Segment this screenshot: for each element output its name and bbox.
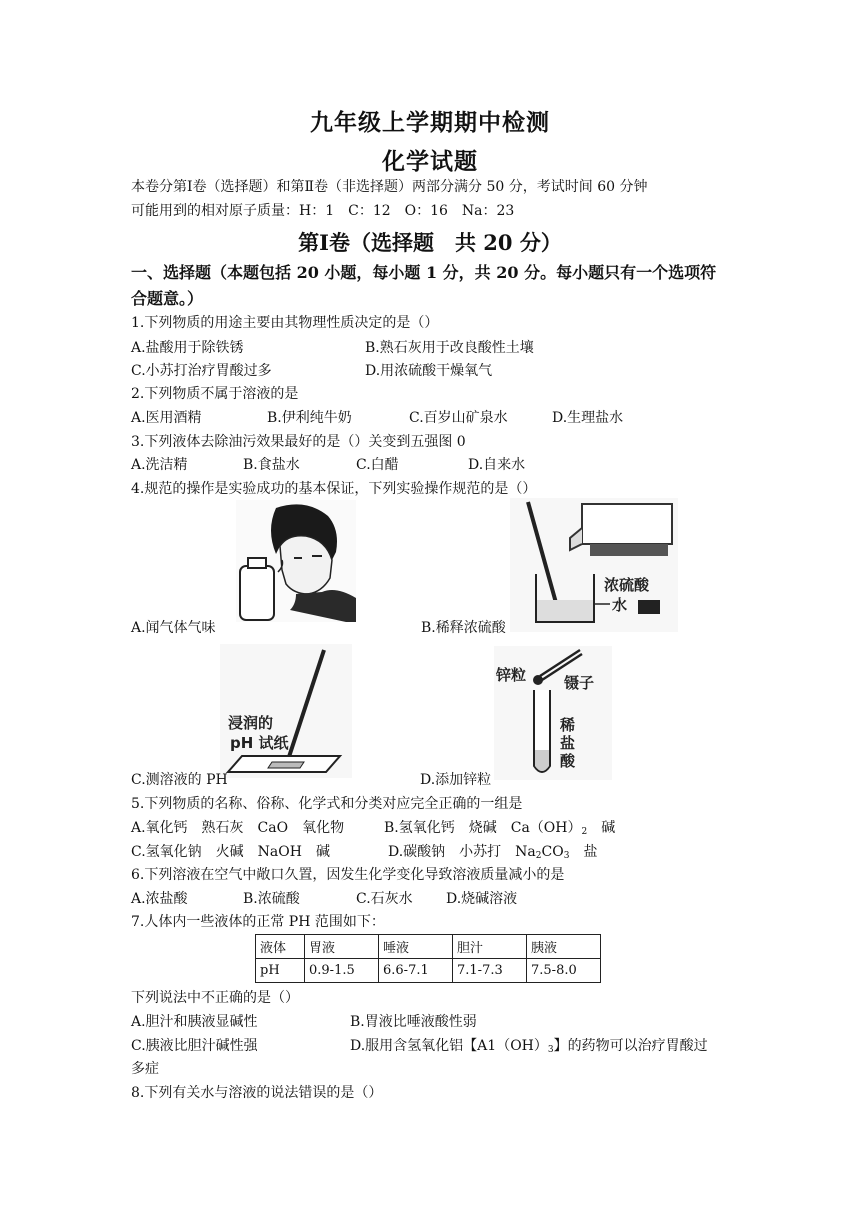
add-zinc-figure (494, 646, 612, 780)
tweezers-label: 镊子 (564, 674, 595, 692)
ph-test-figure (220, 644, 352, 778)
q1-option-d: D.用浓硫酸干燥氧气 (365, 363, 493, 379)
table-row (256, 959, 601, 983)
acid-label-2: 盐 (560, 734, 576, 752)
q7-option-c: C.胰液比胆汁碱性强 (131, 1038, 258, 1054)
table-cell: 7.1-7.3 (453, 959, 527, 983)
acid-label: 浓硫酸 (604, 576, 650, 594)
q3-option-a: A.洗洁精 (131, 457, 188, 473)
ph-label-2: pH 试纸 (230, 734, 289, 752)
q7-option-a: A.胆汁和胰液显碱性 (131, 1014, 258, 1030)
question-3-stem: 3.下列液体去除油污效果最好的是（）关变到五强图 0 (131, 434, 466, 450)
acid-liquid (535, 750, 549, 771)
q6-option-a: A.浓盐酸 (131, 891, 188, 907)
q6-option-c: C.石灰水 (356, 891, 413, 907)
question-6-stem: 6.下列溶液在空气中敞口久置，因发生化学变化导致溶液质量减小的是 (131, 867, 565, 883)
q3-option-b: B.食盐水 (243, 457, 300, 473)
water-label: 水 (612, 596, 628, 614)
intro-line: 本卷分第Ⅰ卷（选择题）和第Ⅱ卷（非选择题）两部分满分 50 分，考试时间 60 分钟 (131, 179, 648, 195)
atomic-mass-line: 可能用到的相对原子质量：H：1 C：12 O：16 Na：23 (131, 203, 515, 219)
q4-option-c: C.测溶液的 PH (131, 772, 228, 788)
q5-option-c: C.氢氧化钠 火碱 NaOH 碱 (131, 844, 330, 860)
bottle-neck (248, 558, 266, 568)
q7-option-d: D.服用含氢氧化铝【$A1(OH)_3$】的药物可以治疗胃酸过 (350, 1038, 708, 1055)
q2-option-d: D.生理盐水 (552, 410, 624, 426)
smell-gas-figure (236, 500, 356, 622)
q2-option-a: A.医用酒精 (131, 410, 202, 426)
table-row (256, 935, 601, 959)
q1-option-b: B.熟石灰用于改良酸性土壤 (365, 340, 534, 356)
q3-option-c: C.白醋 (356, 457, 399, 473)
question-5-stem: 5.下列物质的名称、俗称、化学式和分类对应完全正确的一组是 (131, 796, 523, 812)
bottle-base (590, 544, 668, 556)
question-1-stem: 1.下列物质的用途主要由其物理性质决定的是（） (131, 315, 439, 331)
q7-option-d-continued: 多症 (131, 1061, 159, 1077)
page-title: 九年级上学期期中检测 (310, 109, 550, 136)
q1-option-c: C.小苏打治疗胃酸过多 (131, 363, 272, 379)
table-cell: 液体 (256, 935, 305, 959)
acid-label-3: 酸 (560, 752, 576, 770)
beaker-water (537, 600, 593, 621)
question-8-stem: 8.下列有关水与溶液的说法错误的是（） (131, 1085, 383, 1101)
q2-option-b: B.伊利纯牛奶 (267, 410, 352, 426)
q5-option-b: B.氢氧化钙 烧碱 $Ca(OH)_2$ 碱 (384, 820, 616, 837)
section-title: 第Ⅰ卷（选择题 共 20 分） (298, 230, 562, 255)
table-cell: 胃液 (305, 935, 379, 959)
question-7-ask: 下列说法中不正确的是（） (131, 990, 299, 1006)
q6-option-b: B.浓硫酸 (243, 891, 300, 907)
table-cell: 胆汁 (453, 935, 527, 959)
ph-paper (268, 762, 304, 768)
table-cell: 胰液 (527, 935, 601, 959)
table-cell: 6.6-7.1 (379, 959, 453, 983)
acid-label-1: 稀 (560, 716, 576, 734)
table-cell: 唾液 (379, 935, 453, 959)
reagent-bottle (582, 504, 672, 544)
q4-option-d: D.添加锌粒 (420, 772, 492, 788)
dilute-acid-figure (510, 498, 678, 632)
table-cell: 7.5-8.0 (527, 959, 601, 983)
gas-bottle (240, 566, 274, 620)
q6-option-d: D.烧碱溶液 (446, 891, 518, 907)
q4-option-a: A.闻气体气味 (131, 620, 216, 636)
zinc-granule (533, 675, 543, 685)
page-subtitle: 化学试题 (382, 148, 478, 175)
q5-option-d: D.碳酸钠 小苏打 $Na_2CO_3$ 盐 (388, 844, 598, 861)
table-cell: pH (256, 959, 305, 983)
wood-block (638, 600, 660, 614)
q2-option-c: C.百岁山矿泉水 (409, 410, 508, 426)
section-instructions: 一、选择题（本题包括 20 小题，每小题 1 分，共 20 分。每小题只有一个选项符合题意。） (131, 263, 717, 308)
q1-option-a: A.盐酸用于除铁锈 (131, 340, 244, 356)
q4-option-b: B.稀释浓硫酸 (421, 620, 506, 636)
zinc-label: 锌粒 (496, 666, 527, 684)
question-4-stem: 4.规范的操作是实验成功的基本保证，下列实验操作规范的是（） (131, 481, 537, 497)
ph-label-1: 浸润的 (228, 714, 274, 732)
table-cell: 0.9-1.5 (305, 959, 379, 983)
ph-range-table (255, 934, 601, 983)
question-7-stem: 7.人体内一些液体的正常 PH 范围如下： (131, 914, 385, 930)
q5-option-a: A.氧化钙 熟石灰 CaO 氧化物 (131, 820, 345, 836)
question-2-stem: 2.下列物质不属于溶液的是 (131, 386, 299, 402)
q3-option-d: D.自来水 (468, 457, 526, 473)
q7-option-b: B.胃液比唾液酸性弱 (350, 1014, 477, 1030)
